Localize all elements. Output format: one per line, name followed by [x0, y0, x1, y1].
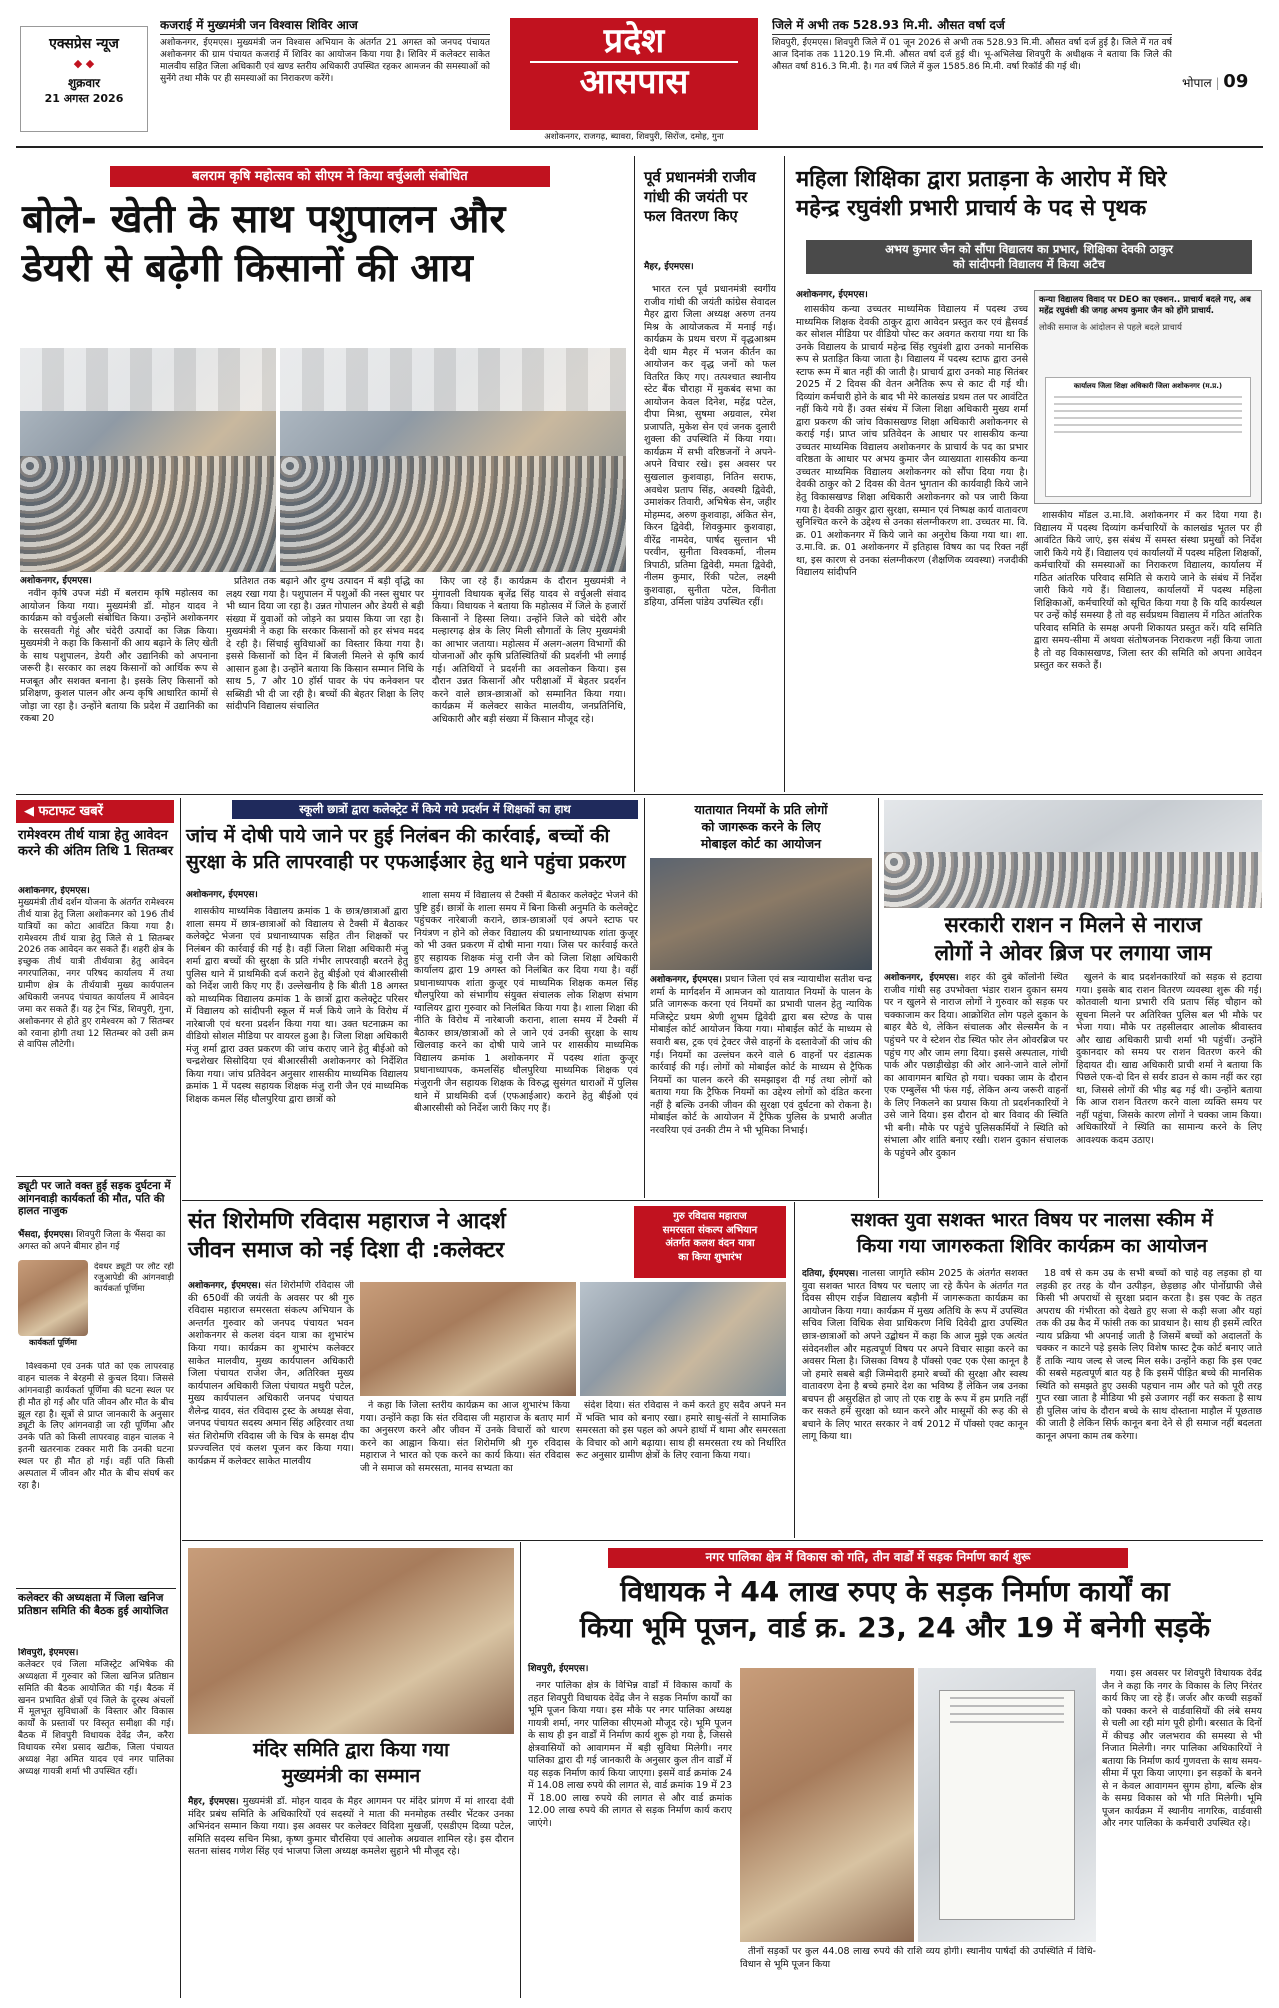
temple-text: मुख्यमंत्री डॉ. मोहन यादव के मैहर आगमन पर मंदिर प्रांगण में मां शारदा देवी मंदिर प्रबंध समिति के अधिकारियों एवं सदस्यों ने माता की मनमोहक तस्वीर भेंटकर उनका अभिनंदन सम्मान किया गया। इस अवसर पर कलेक्टर विदिशा मुखर्जी, एसडीएम दिव्या पटेल, समिति सदस्य सचिन मिश्रा, कृष्ण कुमार चौरसिया एवं आलोक अग्रवाल शामिल रहे। इस दौरान सतना सांसद गणेश सिंह एवं भाजपा जिला अध्यक्ष कमलेश सुहाने भी मौजूद रहे। — [188, 1796, 514, 1858]
section-title-line2: आसपास — [530, 61, 738, 102]
traffic-photo — [650, 858, 872, 970]
brief3-headline: कलेक्टर की अध्यक्षता में जिला खनिज प्रतिष्ठान समिति की बैठक हुई आयोजित — [18, 1592, 169, 1617]
teacher-col2 — [1034, 510, 1262, 792]
brief1-body — [18, 886, 174, 1172]
teacher-byline: अशोकनगर, ईएमएस। — [796, 290, 868, 300]
teacher-photo-subcaption: लोकी समाज के आंदोलन से पहले बदले प्राचार्य — [1039, 323, 1182, 334]
ration-col1 — [884, 972, 1068, 1196]
teacher-subhead-line2: को सांदीपनी विद्यालय में किया अटैच — [953, 256, 1105, 271]
brief2-body — [18, 1362, 174, 1584]
nalsa-col1 — [802, 1268, 1028, 1536]
paper-name: एक्सप्रेस न्यूज — [49, 36, 119, 52]
brief3-body — [18, 1648, 174, 1994]
lead-kicker: बलराम कृषि महोत्सव को सीएम ने किया वर्चुअली संबोधित — [110, 166, 550, 187]
school-col2 — [414, 890, 638, 1194]
brief-divider-1 — [16, 1176, 176, 1177]
road-col1-text: नगर पालिका क्षेत्र के विभिन्न वार्डों में विकास कार्यों के तहत शिवपुरी विधायक देवेंद्र जैन ने सड़क निर्माण कार्यों का भूमि पूजन किया गया। इस मौके पर नगर पालिका अध्यक्ष गायत्री शर्मा, नगर पालिका सीएमओ मौजूद रहे। भूमि पूजन के साथ ही इन वार्डों में निर्माण कार्य शुरू हो गया है, जिससे क्षेत्रवासियों को आवागमन में बड़ी सुविधा मिलेगी। नगर पालिका द्वारा दी गई जानकारी के अनुसार कुल तीन वार्डों में यह सड़क निर्माण कार्य किया जाएगा। इसमें वार्ड क्रमांक 24 में 14.08 लाख रुपये की लागत से, वार्ड क्रमांक 19 में 23 में 18.00 लाख रुपये की लागत से और वार्ड क्रमांक 12.00 लाख रुपये की लागत से सड़क निर्माण कार्य कराए जाएंगे। — [528, 1680, 732, 1829]
ravidas-col2-text: ने कहा कि जिला स्तरीय कार्यक्रम का आज शुभारंभ किया गया। उन्होंने कहा कि संत रविदास जी महाराज के बताए मार्ग का अनुसरण करने और जीवन में उनके विचारों को धारण करने का आह्वान किया। संत शिरोमणि श्री गुरु रविदास महाराज ने भारत को एक करने का कार्य किया। संत रविदास जी ने समाज को समरसता, मानव सभ्यता का — [360, 1400, 570, 1474]
brief2-byline-line — [18, 1230, 174, 1254]
ration-col2 — [1076, 972, 1262, 1196]
ticker-divider — [180, 798, 181, 1998]
ration-col2-text: खुलने के बाद प्रदर्शनकारियों को सड़क से हटाया गया। इसके बाद राशन वितरण व्यवस्था शुरू की गई। कोतवाली थाना प्रभारी रवि प्रताप सिंह चौहान को सूचना मिलने पर अतिरिक्त पुलिस बल भी मौके पर भेजा गया। मौके पर तहसीलदार आलोक श्रीवास्तव और खाद्य अधिकारी प्राची शर्मा भी पहुंचीं। उन्होंने दुकानदार को समय पर राशन वितरण करने की हिदायत दी। खाद्य अधिकारी प्राची शर्मा ने बताया कि पिछले एक-दो दिन से सर्वर डाउन से काम नहीं कर रहा था, जिससे लोगों की भीड़ बढ़ गई थी। उन्होंने बताया कि आज राशन वितरण करने वाला व्यक्ति समय पर नहीं पहुंचा, जिसके कारण लोगों ने चक्का जाम किया। अधिकारियों ने स्थिति का सामान्य करने के लिए आवश्यक कदम उठाए। — [1076, 972, 1262, 1146]
teacher-photo-panel — [1034, 290, 1262, 504]
brief2-headline: ड्यूटी पर जाते वक्त हुई सड़क दुर्घटना में आंगनवाड़ी कार्यकर्ता की मौत, पति की हालत नाजुक — [18, 1180, 171, 1218]
nalsa-col2-text: 18 वर्ष से कम उम्र के सभी बच्चों को चाहे वह लड़का हो या लड़की हर तरह के यौन उत्पीड़न, छेड़छाड़ और पोर्नोग्राफी जैसे किसी भी अपराधों से सुरक्षा प्रदान करता है। इस एक्ट के तहत अपराध की गंभीरता को देखते हुए सजा से कड़ी सजा और यहां तक की उम्र कैद में फांसी तक का प्रावधान है। साथ ही इसमें त्वरित न्याय प्रक्रिया भी अपनाई जाती है जिसमें बच्चों को अदालतों के चक्कर न काटने पड़े इसके लिए विशेष फास्ट ट्रैक कोर्ट बनाए जाते हैं ताकि न्याय जल्द से जल्द मिल सके। उन्होंने कहा कि इस एक्ट की सबसे महत्वपूर्ण बात यह है कि इसमें पीड़ित बच्चे की मानसिक स्थिति को समझते हुए उसकी पहचान नाम और पते को पूरी तरह गुप्त रखा जाता है मीडिया भी इसे उजागर नहीं कर सकता है साथ ही पुलिस जांच के दौरान बच्चे के साथ दोस्ताना माहौल में पूछताछ की जाती है लेकिन सिर्फ कानून बना देने से ही समाज नहीं बदलता कानून अपना काम तब करेगा। — [1036, 1268, 1262, 1442]
masthead-left-brief — [160, 18, 490, 136]
brief1-text: मुख्यमंत्री तीर्थ दर्शन योजना के अंतर्गत रामेश्वरम तीर्थ यात्रा हेतु जिला अशोकनगर को 196 तीर्थ यात्रियों का कोटा आवंटित किया गया है। रामेश्वरम तीर्थ यात्रा हेतु जिले से 1 सितम्बर 2026 तक आवेदन कर सकते हैं। शहरी क्षेत्र के इच्छुक तीर्थ यात्री तीर्थयात्रा हेतु आवेदन नगरपालिका, नगर परिषद कार्यालय में तथा ग्रामीण क्षेत्र के तीर्थयात्री मुख्य कार्यपालन अधिकारी जनपद पंचायत कार्यालय में आवेदन जमा कर सकते हैं। यह ट्रेन भिंड, शिवपुरी, गुना, अशोकनगर से होते हुए रामेश्वरम को 7 सितम्बर को रवाना होगी तथा 12 सितम्बर को उसी क्रम से वापिस लौटेगी। — [18, 897, 174, 1051]
page-folio: भोपाल | 09 — [1182, 71, 1249, 92]
school-kicker: स्कूली छात्रों द्वारा कलेक्ट्रेट में किये गये प्रदर्शन में शिक्षकों का हाथ — [232, 800, 638, 819]
brief2-byline: भैंसदा, ईएमएस। — [18, 1230, 74, 1240]
ravidas-byline: अशोकनगर, ईएमएस। — [188, 1281, 261, 1291]
teacher-headline — [796, 166, 1262, 223]
brief2-text: विश्वकर्मा एवं उनके पति को एक लापरवाह वाहन चालक ने बेरहमी से कुचल दिया। जिससे आंगनवाड़ी कार्यकर्ता पूर्णिमा की घटना स्थल पर ही मौत हो गई और पति जीवन और मौत के बीच झूल रहा है। सूत्रों से प्राप्त जानकारी के अनुसार ड्यूटी के लिए आंगनवाड़ी जा रही पूर्णिमा और उनके पति को किसी लापरवाह वाहन चालक ने इतनी खतरनाक टक्कर मारी कि उनकी घटना स्थल पर ही मौत हो गई। वहीं पति किसी अस्पताल में जीवन और मौत के बीच संघर्ष कर रहा है। — [18, 1362, 174, 1491]
rajiv-body-text: भारत रत्न पूर्व प्रधानमंत्री स्वर्गीय राजीव गांधी की जयंती कांग्रेस सेवादल मैहर द्वारा जिला अध्यक्ष अरुण तनय मिश्र के आयोजकत्व में मनाई गई। कार्यक्रम के प्रथम चरण में वृद्धआश्रम देवी धाम मैहर में भजन कीर्तन का आयोजन कर वृद्ध जनों को फल वितरित किए गए। तत्पश्चात स्थानीय स्टेट बैंक चौराहा में मुकबंद सभा का आयोजन केवल दिनेश, महेंद्र पटेल, दीपा मिश्रा, सुषमा अग्रवाल, रमेश प्रजापति, मुकेश सेन एवं जनक दुलारी शुक्ला की उपस्थिति में किया गया। कार्यक्रम में सभी वरिष्ठजनों ने अपने-अपने विचार रखे। इस अवसर पर सुखलाल कुशवाहा, नितिन सराफ, अवधेश प्रताप सिंह, अवस्थी द्विवेदी, उमाशंकर तिवारी, अभिषेक सेन, जहीर मोहम्मद, अरुण कुशवाहा, अंकित सेन, किरन द्विवेदी, शिवकुमार कुशवाहा, वीरेंद्र नामदेव, पार्षद सुल्तान भी परवीन, सुनीता विश्वकर्मा, नीलम त्रिपाठी, प्रतिमा द्विवेदी, ममता द्विवेदी, नीलम कुमार, रिंकी पटेल, लक्ष्मी कुशवाहा, सुनीता पटेल, विनीता डहिया, उर्मिला पांडेय उपस्थित रहीं। — [644, 284, 776, 609]
temple-photo — [188, 1548, 514, 1734]
school-byline: अशोकनगर, ईएमएस। — [186, 890, 258, 900]
road-headline-line1: विधायक ने 44 लाख रुपए के सड़क निर्माण कार्यों का — [620, 1575, 1170, 1608]
lead-headline-line2: डेयरी से बढ़ेगी किसानों की आय — [22, 245, 473, 291]
teacher-photo-caption: कन्या विद्यालय विवाद पर DEO का एक्शन.. प्राचार्य बदले गए, अब महेंद्र रघुवंशी की जगह अभय कुमार जैन को होंगे प्राचार्य. — [1039, 295, 1251, 317]
ravidas-photo-1 — [360, 1282, 576, 1396]
lead-col1-text: नवीन कृषि उपज मंडी में बलराम कृषि महोत्सव का आयोजन किया गया। मुख्यमंत्री डॉ. मोहन यादव ने कार्यक्रम को वर्चुअली संबोधित किया। उन्होंने अशोकनगर के सरसवती गेहूं और चंदेरी उत्पादों का जिक्र किया। मुख्यमंत्री ने कहा कि किसानों की आय बढ़ाने के लिए खेती के साथ पशुपालन, डेयरी और उद्यानिकी को अपनाना जरूरी है। सरकार का लक्ष्य किसानों को आर्थिक रूप से मजबूत और सशक्त बनाना है। इसके लिए किसानों को प्रशिक्षण, कुशल पालन और अन्य कृषि आधारित कामों से जोड़ा जा रहा है। उन्होंने बताया कि प्रदेश में उद्यानिकी का रकबा 20 — [20, 588, 218, 725]
road-photo-2 — [918, 1668, 1096, 1942]
rajiv-byline: मैहर, ईएमएस। — [644, 262, 694, 272]
masthead-brand — [20, 26, 148, 132]
ravidas-photo-2 — [580, 1282, 786, 1396]
ration-headline-line1: सरकारी राशन न मिलने से नाराज — [944, 913, 1202, 938]
nalsa-headline-line1: सशक्त युवा सशक्त भारत विषय पर नालसा स्कीम में — [851, 1209, 1213, 1231]
masthead-divider — [16, 146, 1263, 148]
lead-photo-crowd — [20, 348, 276, 572]
section-banner — [510, 18, 758, 130]
lead-right-divider — [634, 156, 635, 792]
road-col1 — [528, 1680, 732, 1996]
temple-headline-line1: मंदिर समिति द्वारा किया गया — [252, 1739, 450, 1761]
brief2-side-text: देवधर ड्यूटी पर लौट रही रजुआपेडी की आंगनवाड़ी कार्यकर्ता पूर्णिमा — [94, 1262, 174, 1295]
road-headline — [528, 1574, 1262, 1647]
traffic-body — [650, 974, 872, 1196]
ravidas-headline-line2: जीवन समाज को नई दिशा दी :कलेक्टर — [188, 1237, 505, 1263]
road-col3-text: गया। इस अवसर पर शिवपुरी विधायक देवेंद्र जैन ने कहा कि नगर के विकास के लिए निरंतर कार्य किए जा रहे हैं। जर्जर और कच्ची सड़कों को पक्का करने से वार्डवासियों की लंबे समय से चली आ रही मांग पूरी होगी। बरसात के दिनों में कीचड़ और जलभराव की समस्या से भी निजात मिलेगी। नगर पालिका अधिकारियों ने बताया कि निर्माण कार्य गुणवत्ता के साथ समय-सीमा में पूरा किया जाएगा। इन सड़कों के बनने से न केवल आवागमन सुगम होगा, बल्कि क्षेत्र के समग्र विकास को भी गति मिलेगी। भूमि पूजन कार्यक्रम में स्थानीय नागरिक, वार्डवासी और नगर पालिका के कर्मचारी उपस्थित रहे। — [1102, 1668, 1262, 1830]
road-headline-line2: किया भूमि पूजन, वार्ड क्र. 23, 24 और 19 में बनेगी सड़कें — [579, 1611, 1211, 1645]
ration-headline-line2: लोगों ने ओवर ब्रिज पर लगाया जाम — [934, 940, 1212, 966]
traffic-divider — [878, 798, 879, 1198]
lead-col2 — [226, 576, 424, 788]
city-label: भोपाल — [1182, 76, 1212, 90]
ravidas-col3 — [576, 1400, 786, 1536]
page-number: 09 — [1223, 71, 1249, 92]
ravidas-box — [634, 1206, 786, 1278]
school-headline-line2: सुरक्षा के प्रति लापरवाही पर एफआईआर हेतु थाने पहुंचा प्रकरण — [186, 850, 626, 873]
ravidas-headline — [188, 1208, 628, 1265]
ravidas-col2 — [360, 1400, 570, 1536]
brief2-portrait-photo — [18, 1260, 88, 1336]
ticker-label — [16, 800, 174, 823]
row3-divider — [182, 1540, 1263, 1541]
section-title-line1: प्रदेश — [603, 21, 665, 61]
brief2-photo-caption: कार्यकर्ता पूर्णिमा — [29, 1338, 77, 1347]
brief3-text: कलेक्टर एवं जिला मजिस्ट्रेट अभिषेक की अध्यक्षता में गुरुवार को जिला खनिज प्रतिष्ठान समिति की बैठक आयोजित की गई। बैठक में खनन प्रभावित क्षेत्रों एवं जिले के दूरस्थ अंचलों में मूलभूत सुविधाओं के विस्तार और विकास कार्यों के प्रस्तावों पर विस्तृत समीक्षा की गई। बैठक में शिवपुरी विधायक देवेंद्र जैन, करैरा विधायक रमेश प्रसाद खटीक, जिला पंचायत अध्यक्ष नेहा अमित यादव एवं नगर पालिका अध्यक्ष गायत्री शर्मा भी उपस्थित रहीं। — [18, 1659, 174, 1777]
rajiv-body — [644, 284, 776, 788]
lead-col2-text: प्रतिशत तक बढ़ाने और दुग्ध उत्पादन में बड़ी वृद्धि का लक्ष्य रखा गया है। पशुपालन में पशुओं की नस्ल सुधार पर भी ध्यान दिया जा रहा है। उन्नत गोपालन और डेयरी से बड़ी संख्या में युवाओं को जोड़ने का प्रयास किया जा रहा है। मुख्यमंत्री ने कहा कि सरकार किसानों को हर संभव मदद दे रही है। सिंचाई सुविधाओं का विस्तार किया गया है। इससे किसानों को दिन में बिजली मिलने से कृषि कार्य आसान हुआ है। उन्होंने बताया कि किसान सम्मान निधि के साथ 5, 7 और 10 हॉर्स पावर के पंप कनेक्शन पर सब्सिडी भी दी जा रही है। बच्चों की बेहतर शिक्षा के लिए सांदीपनि विद्यालय संचालित — [226, 576, 424, 713]
lead-headline — [22, 196, 626, 294]
diamond-ornament-icon: ◆ ◆ — [73, 57, 95, 71]
nalsa-col2 — [1036, 1268, 1262, 1536]
brief1-headline: रामेश्वरम तीर्थ यात्रा हेतु आवेदन करने की अंतिम तिथि 1 सितम्बर — [18, 828, 174, 859]
ration-byline: अशोकनगर, ईएमएस। — [884, 973, 959, 983]
lead-photo-hall — [280, 348, 626, 572]
brief3-byline: शिवपुरी, ईएमएस। — [18, 1648, 79, 1658]
teacher-col2-text: शासकीय मॉडल उ.मा.वि. अशोकनगर में कर दिया गया है। विद्यालय में पदस्थ दिव्यांग कर्मचारियों के कालखंड भूतल पर ही आवंटित किये जाएं, इस संबंध में समस्त संस्था प्रमुखों को निर्देश जारी किये गये हैं। विद्यालय एवं कार्यालयों में पदस्थ महिला शिक्षकों, कर्मचारियों की समस्याओं का निराकरण विद्यालय, कार्यालय में गठित आंतरिक परिवाद समिति से कराये जाने के संबंध में निर्देश जारी किये गये हैं। विद्यालय, कार्यालयों में पदस्थ महिला शिक्षिकाओं, कर्मचारियों को सूचित किया गया है कि यदि कार्यस्थल पर उन्हें कोई समस्या है तो वह सर्वप्रथम विद्यालय में गठित आंतरिक परिवाद समिति के समक्ष अपनी शिकायत प्रस्तुत करें। यदि समिति द्वारा समय-सीमा में अथवा संतोषजनक निराकरण नहीं किया जाता है तो वह विकासखण्ड, जिला स्तर की समिति को अपना आवेदन प्रस्तुत कर सकते हैं। — [1034, 510, 1262, 672]
lead-headline-line1: बोले- खेती के साथ पशुपालन और — [22, 197, 506, 242]
ravidas-headline-line1: संत शिरोमणि रविदास महाराज ने आदर्श — [188, 1209, 506, 1234]
ravidas-col1-text: संत शिरोमणि रविदास जी की 650वीं की जयंती के अवसर पर श्री गुरु रविदास महाराज समरसता संकल्प अभियान के अन्तर्गत गुरुवार को जनपद पंचायत भवन अशोकनगर से कलश वंदन यात्रा का शुभारंभ किया गया। कार्यक्रम का शुभारंभ कलेक्टर साकेत मालवीय, मुख्य कार्यपालन अधिकारी जिला पंचायत राजेश जैन, अतिरिक्त मुख्य कार्यपालन अधिकारी जिला पंचायत मधुरी पटेल, मुख्य कार्यपालन अधिकारी जनपद पंचायत शैलेन्द्र यादव, संत रविदास ट्रस्ट के अध्यक्ष सेवा, जनपद पंचायत सदस्य अमान सिंह अहिरवार तथा संत शिरोमणि रविदास जी के चित्र के समक्ष दीप प्रज्ज्वलित एवं कलश पूजन कर किया गया। कार्यक्रम में कलेक्टर साकेत मालवीय — [188, 1280, 354, 1467]
temple-byline: मैहर, ईएमएस। — [188, 1797, 239, 1807]
traffic-headline-line1: यातायात नियमों के प्रति लोगों — [694, 802, 828, 817]
school-col2-text: शाला समय में विद्यालय से टैक्सी में बैठाकर कलेक्ट्रेट भेजने की पुष्टि हुई। छात्रों के शाला समय में बिना किसी अनुमति के कलेक्ट्रेट पहुंचकर नारेबाजी कराने, छात्र-छात्राओं एवं अपने स्टाफ पर नियंत्रण न होने को लेकर विद्यालय की प्रधानाध्यापक शांता कुजूर को भी उक्त प्रकरण में दोषी माना गया। जिस पर कार्रवाई करते हुए सहायक शिक्षक मंजु रानी जैन को जिला शिक्षा अधिकारी कार्यालय द्वारा 19 अगस्त को निलंबित कर दिया गया है। वहीं प्रधानाध्यापक शांता कुजूर एवं माध्यमिक शिक्षक कमल सिंह धौलपुरिया को संभागीय संयुक्त संचालक लोक शिक्षण संभाग ग्वालियर द्वारा गुरुवार को निलंबित किया गया है। शाला शिक्षा की नीति के विरोध में नारेबाजी कराना, शाला समय में टैक्सी में बैठाकर छात्र/छात्राओं को ले जाने एवं उनकी सुरक्षा के साथ खिलवाड़ करने का दोषी पाये जाने पर शासकीय माध्यमिक विद्यालय क्रमांक 1 अशोकनगर में पदस्थ शांता कुजूर प्रधानाध्यापक, कमलसिंह धौलपुरिया माध्यमिक शिक्षक एवं मंजुरानी जैन सहायक शिक्षक के विरुद्ध सुसंगत धाराओं में पुलिस थाने में प्राथमिकी दर्ज (एफआईआर) कराने हेतु बीईओ एवं बीआरसीसी को निर्देश जारी किए गए हैं। — [414, 890, 638, 1115]
road-byline: शिवपुरी, ईएमएस। — [528, 1664, 589, 1674]
lead-byline: अशोकनगर, ईएमएस। — [20, 576, 92, 586]
right-brief-text: शिवपुरी, ईएमएस। शिवपुरी जिले में 01 जून 2026 से अभी तक 528.93 मि.मी. औसत वर्षा दर्ज हुई है। जिले में गत वर्ष आज दिनांक तक 1120.19 मि.मी. औसत वर्षा दर्ज हुई थी। भू-अभिलेख शिवपुरी के अधीक्षक ने बताया कि जिले की औसत वर्षा 816.3 मि.मी. है। गत वर्ष जिले में कुल 1585.86 मि.मी. वर्षा रिकॉर्ड की गई थी। — [772, 38, 1172, 73]
masthead-right-brief — [772, 18, 1172, 136]
teacher-subhead-line1: अभय कुमार जैन को सौंपा विद्यालय का प्रभार, शिक्षिका देवकी ठाकुर — [885, 242, 1173, 256]
left-brief-text: अशोकनगर, ईएमएस। मुख्यमंत्री जन विश्वास अभियान के अंतर्गत 21 अगस्त को जनपद पंचायत अशोकनगर की ग्राम पंचायत कजराई में शिविर का आयोजन किया गया है। शिविर में कलेक्टर साकेत मालवीय सहित जिला अधिकारी एवं खण्ड स्तरीय अधिकारी उपस्थित रहकर आमजन की समस्याओं को सुनेंगे तथा मौके पर ही समस्याओं का निराकरण करेंगे। — [160, 38, 490, 85]
temple-divider — [520, 1542, 521, 1998]
row1-divider — [16, 794, 1263, 795]
traffic-text: प्रधान जिला एवं सत्र न्यायाधीश सतीश चन्द्र शर्मा के मार्गदर्शन में आमजन को यातायात नियमों के पालन के प्रति जागरूक करना एवं नियमों का प्रभावी पालन हेतु न्यायिक मजिस्ट्रेट प्रथम श्रेणी शुभम द्विवेदी द्वारा बस स्टेण्ड के पास मोबाईल कोर्ट आयोजन किया गया। मोबाईल कोर्ट के माध्यम से सवारी बस, ट्रक एवं ट्रेक्टर जैसे वाहनों के दस्तावेजों की जांच की गई। नियमों का उल्लंघन करने वाले 6 वाहनों पर दंडात्मक कार्रवाई की गई। लोगों को मोबाईल कोर्ट के माध्यम से ट्रैफिक नियमों का पालन करने की समझाइश दी गई तथा लोगों को बताया गया कि ट्रैफिक नियमों का उद्देश्य लोगों को दंडित करना नहीं है बल्कि उनकी जीवन की सुरक्षा एवं दुर्घटना को रोकना है। मोबाईल कोर्ट के आयोजन में ट्रैफिक पुलिस के प्रभारी अजीत नरवरिया एवं उनकी टीम ने भी भूमिका निभाई। — [650, 974, 872, 1136]
traffic-byline: अशोकनगर, ईएमएस। — [650, 975, 722, 985]
teacher-headline-line1: महिला शिक्षिका द्वारा प्रताड़ना के आरोप में घिरे — [796, 167, 1167, 192]
school-col1 — [186, 906, 408, 1194]
ravidas-col1 — [188, 1280, 354, 1536]
rajiv-divider — [784, 156, 785, 792]
school-divider — [644, 798, 645, 1198]
traffic-headline-line2: को जागरूक करने के लिए — [701, 818, 821, 834]
road-kicker: नगर पालिका क्षेत्र में विकास को गति, तीन वार्डों में सड़क निर्माण कार्य शुरू — [608, 1548, 1128, 1568]
nalsa-col1-text: नालसा जागृति स्कीम 2025 के अंतर्गत सशक्त युवा सशक्त भारत विषय पर चलाए जा रहे कैंपेन के अंतर्गत गत दिवस सीएम राईज विद्यालय बड़ौनी में जागरूकता कार्यक्रम का आयोजन किया गया। कार्यक्रम में मुख्य अतिथि के रूप में उपस्थित सचिव जिला विधिक सेवा प्राधिकरण निधि दिवेदी द्वारा उपस्थित छात्र-छात्राओं को अपने उद्बोधन में कहा कि आज मुझे एक अत्यंत संवेदनशील और महत्वपूर्ण विषय पर अपने विचार साझा करने का अवसर मिला है। जिसका विषय है पॉक्सो एक्ट एक ऐसा कानून है जो हमारे सबसे बड़ी जिम्मेदारी हमारे बच्चों की सुरक्षा और स्वस्थ वातावरण देना है बच्चे हमारे देश का भविष्य हैं लेकिन जब उनका बचपन ही असुरक्षित हो जाए तो एक राष्ट्र के रूप में हम प्रगति नहीं कर सकते हमें सुरक्षा को ध्यान करने और मासूमों की रूह की से बचाने के लिए भारत सरकार ने वर्ष 2012 में पॉक्सो एक्ट कानून लागू किया था। — [802, 1268, 1028, 1443]
teacher-col1 — [796, 304, 1028, 792]
teacher-col1-text: शासकीय कन्या उच्चतर माध्यमिक विद्यालय में पदस्थ उच्च माध्यमिक शिक्षक देवकी ठाकुर द्वारा आवेदन प्रस्तुत कर एवं ह्वैसवर्ड कर सोशल मीडिया पर वीडियो पोस्ट कर अवगत कराया गया था कि उनके विद्यालय के प्राचार्य महेन्द्र सिंह रघुवंशी द्वारा उनको मानसिक रूप से प्रताड़ित किया जाता है। विद्यालय में पदस्थ स्टाफ द्वारा उनसे स्टाफ रूम में बात नहीं की जाती है। प्राचार्य द्वारा उनको माह सितंबर 2025 में 2 दिवस की वेतन अनैतिक रूप से काट दी गई थी। दिव्यांग कर्मचारी होने के बाद भी मेरे कालखंड प्रथम तल पर आवंटित नहीं किये गये हैं। उक्त संबंध में जिला शिक्षा अधिकारी मुख्य शर्मा द्वारा प्रकरण की जांच विकासखण्ड शिक्षा अधिकारी अशोकनगर से कराई गई। प्राप्त जांच प्रतिवेदन के आधार पर शासकीय कन्या उच्चतर माध्यमिक विद्यालय अशोकनगर के प्राचार्य के पद का प्रभार वरिष्ठता के आधार पर अभय कुमार जैन व्याख्याता शासकीय कन्या उच्चतर माध्यमिक विद्यालय अशोकनगर को सौंपा दिया गया है। देवकी ठाकुर को 2 दिवस की वेतन भुगतान की कार्यवाही किये जाने हेतु विकासखण्ड शिक्षा अधिकारी अशोकनगर को पत्र जारी किया गया है। देवकी ठाकुर द्वारा सुरक्षा, सम्मान एवं निष्पक्ष कार्य वातावरण सुनिश्चित करने के उद्देश्य से उनका संलग्नीकरण शा. उच्चतर मा. वि. क्र. 01 अशोकनगर में किये जाने का अनुरोध किया गया था। शा. उ.मा.वि. क्र. 01 अशोकनगर में इतिहास विषय का पद रिक्त नहीं था, इस कारण से उनका संलग्नीकरण (शैक्षणिक व्यवस्था) नजदीकी विद्यालय सांदीपनि — [796, 304, 1028, 579]
order-doc-heading: कार्यालय जिला शिक्षा अधिकारी जिला अशोकनगर (म.प्र.) — [1073, 382, 1223, 390]
ticker-arrow-icon: ◀ — [24, 804, 39, 819]
lead-col1 — [20, 588, 218, 788]
ravidas-divider — [794, 1202, 795, 1538]
road-col2-text: तीनों सड़कों पर कुल 44.08 लाख रुपये की राशि व्यय होगी। स्थानीय पार्षदों की उपस्थिति में विधि-विधान से भूमि पूजन किया — [740, 1946, 1096, 1970]
nalsa-headline — [802, 1208, 1262, 1259]
ravidas-col3-text: संदेश दिया। संत रविदास ने कर्म करते हुए सदैव अपने मन में भक्ति भाव को बनाए रखा। हमारे साधु-संतों ने सामाजिक समरसता को इस पहल को अपने हाथों में थामा और समरसता के विचार को आगे बढ़ाया। साथ ही समरसता रथ को निर्धारित रूट अनुसार ग्रामीण क्षेत्रों के लिए रवाना किया गया। — [576, 1400, 786, 1462]
school-headline-line1: जांच में दोषी पाये जाने पर हुई निलंबन की कार्रवाई, बच्चों की — [186, 825, 610, 847]
ravidas-box-line1: गुरु रविदास महाराज — [673, 1211, 747, 1222]
brief2-text-top: शिवपुरी जिला के भैंसदा का अगस्त को अपने बीमार होन गई — [18, 1230, 166, 1252]
school-col1-text: शासकीय माध्यमिक विद्यालय क्रमांक 1 के छात्र/छात्राओं द्वारा शाला समय में छात्र-छात्राओं को विद्यालय से टैक्सी में बैठाकर कलेक्ट्रेट भेजना एवं प्रधानाध्यापक सहित तीन शिक्षकों पर निलंबन की कार्रवाई की गई है। वहीं जिला शिक्षा अधिकारी मंजु शर्मा द्वारा बच्चों की सुरक्षा के प्रति गंभीर लापरवाही बरतने हेतु पुलिस थाने में प्राथमिकी दर्ज कराने हेतु बीईओ एवं बीआरसीसी को निर्देश जारी किए गए हैं। उल्लेखनीय है कि बीती 18 अगस्त को माध्यमिक विद्यालय क्रमांक 1 के छात्रों द्वारा कलेक्ट्रेट परिसर में विद्यालय को सांदीपनी स्कूल में मर्ज किये जाने के विरोध में नारेबाजी एवं धरना प्रदर्शन किया गया था। उक्त घटनाक्रम का वीडियो सोशल मीडिया पर वायरल हुआ है। जिला शिक्षा अधिकारी मंजु शर्मा द्वारा उक्त प्रकरण की जांच कराए जाने हेतु बीईओ को चन्द्रशेखर सिसोदिया एवं बीआरसीसी अशोकनगर को निर्देशित किया गया। जांच प्रतिवेदन अनुसार शासकीय माध्यमिक विद्यालय क्रमांक 1 में पदस्थ सहायक शिक्षक मंजु रानी जैन एवं माध्यमिक शिक्षक कमल सिंह धौलपुरिया द्वारा छात्रों को — [186, 906, 408, 1105]
rajiv-headline: पूर्व प्रधानमंत्री राजीव गांधी की जयंती पर फल वितरण किए — [644, 168, 756, 225]
row2-divider — [182, 1200, 1263, 1201]
date-label: 21 अगस्त 2026 — [44, 91, 124, 105]
road-col2 — [740, 1946, 1096, 1996]
temple-headline-line2: मुख्यमंत्री का सम्मान — [281, 1764, 421, 1787]
left-brief-title: कजराई में मुख्यमंत्री जन विश्वास शिविर आज — [160, 18, 490, 35]
ration-headline — [884, 912, 1262, 968]
teacher-subhead — [806, 240, 1252, 274]
ravidas-box-line2: समरसता संकल्प अभियान — [662, 1224, 758, 1236]
ravidas-box-line4: का किया शुभारंभ — [678, 1251, 742, 1263]
lead-col3 — [432, 576, 626, 788]
temple-headline — [188, 1738, 514, 1789]
teacher-headline-line2: महेन्द्र रघुवंशी प्रभारी प्राचार्य के पद से पृथक — [796, 195, 1147, 221]
ravidas-box-line3: अंतर्गत कलश वंदन यात्रा — [665, 1238, 755, 1249]
school-headline — [186, 824, 638, 875]
official-order-document — [1045, 377, 1251, 497]
lead-col3-text: किए जा रहे हैं। कार्यक्रम के दौरान मुख्यमंत्री ने मुंगावली विधायक बृजेंद्र सिंह यादव से वर्चुअली संवाद किया। विधायक ने बताया कि महोत्सव में जिले के हजारों किसानों ने हिस्सा लिया। उन्होंने जिले को चंदेरी और मल्हारगढ़ क्षेत्र के लिए मिली सौगातों के लिए मुख्यमंत्री का आभार जताया। महोत्सव में अलग-अलग विभागों की योजनाओं और कृषि प्रतिस्थितियों की प्रदर्शनी भी लगाई गई। अतिथियों ने प्रदर्शनी का अवलोकन किया। इस दौरान उन्नत किसानों और परीक्षाओं में बेहतर प्रदर्शन करने वाले छात्र-छात्राओं को सम्मानित किया गया। कार्यक्रम में कलेक्टर साकेत मालवीय, जनप्रतिनिधि, अधिकारी और बड़ी संख्या में किसान मौजूद रहे। — [432, 576, 626, 725]
ticker-label-text: फटाफट खबरें — [38, 804, 103, 819]
temple-body — [188, 1796, 514, 1996]
nalsa-headline-line2: किया गया जागरुकता शिविर कार्यक्रम का आयोजन — [856, 1234, 1208, 1257]
day-label: शुक्रवार — [67, 75, 101, 90]
road-photo-1 — [740, 1668, 914, 1942]
nalsa-byline: दतिया, ईएमएस। — [802, 1269, 859, 1279]
ration-photo — [884, 800, 1262, 908]
traffic-headline-line3: मोबाइल कोर्ट का आयोजन — [700, 835, 822, 851]
road-col3 — [1102, 1668, 1262, 1996]
section-cities: अशोकनगर, राजगढ़, ब्यावरा, शिवपुरी, सिरोंज, दमोह, गुना — [544, 132, 724, 142]
traffic-headline — [650, 802, 872, 853]
brief1-byline: अशोकनगर, ईएमएस। — [18, 886, 90, 896]
right-brief-title: जिले में अभी तक 528.93 मि.मी. औसत वर्षा दर्ज — [772, 18, 1172, 35]
brief-divider-2 — [16, 1588, 176, 1589]
ration-col1-text: शहर की दुबे कॉलोनी स्थित राजीव गांधी सह उपभोक्ता भंडार राशन दुकान समय पर न खुलने से नाराज लोगों ने गुरुवार को सड़क पर चक्काजाम कर दिया। आक्रोशित लोग पहले दुकान के बाहर बैठे थे, लेकिन संचालक और सेल्समैन के न पहुंचने पर वे स्टेशन रोड स्थित फोर लेन ओवरब्रिज पर पहुंच गए और जाम लगा दिया। इससे अस्पताल, गांधी पार्क और पछाड़ीखेड़ा की ओर आने-जाने वाले लोगों का आवागमन बाधित हो गया। चक्का जाम के दौरान एक एम्बुलेंस भी फंस गई, लेकिन अन्य जरूरी वाहनों के लिए निकलने का प्रयास किया तो प्रदर्शनकारियों ने उसे जाने दिया। इस दौरान दो बार विवाद की स्थिति भी बनी। मौके पर पहुंचे पुलिसकर्मियों ने स्थिति को संभाला और शांति बनाए रखी। राशन दुकान संचालक के पहुंचने और दुकान — [884, 972, 1068, 1159]
